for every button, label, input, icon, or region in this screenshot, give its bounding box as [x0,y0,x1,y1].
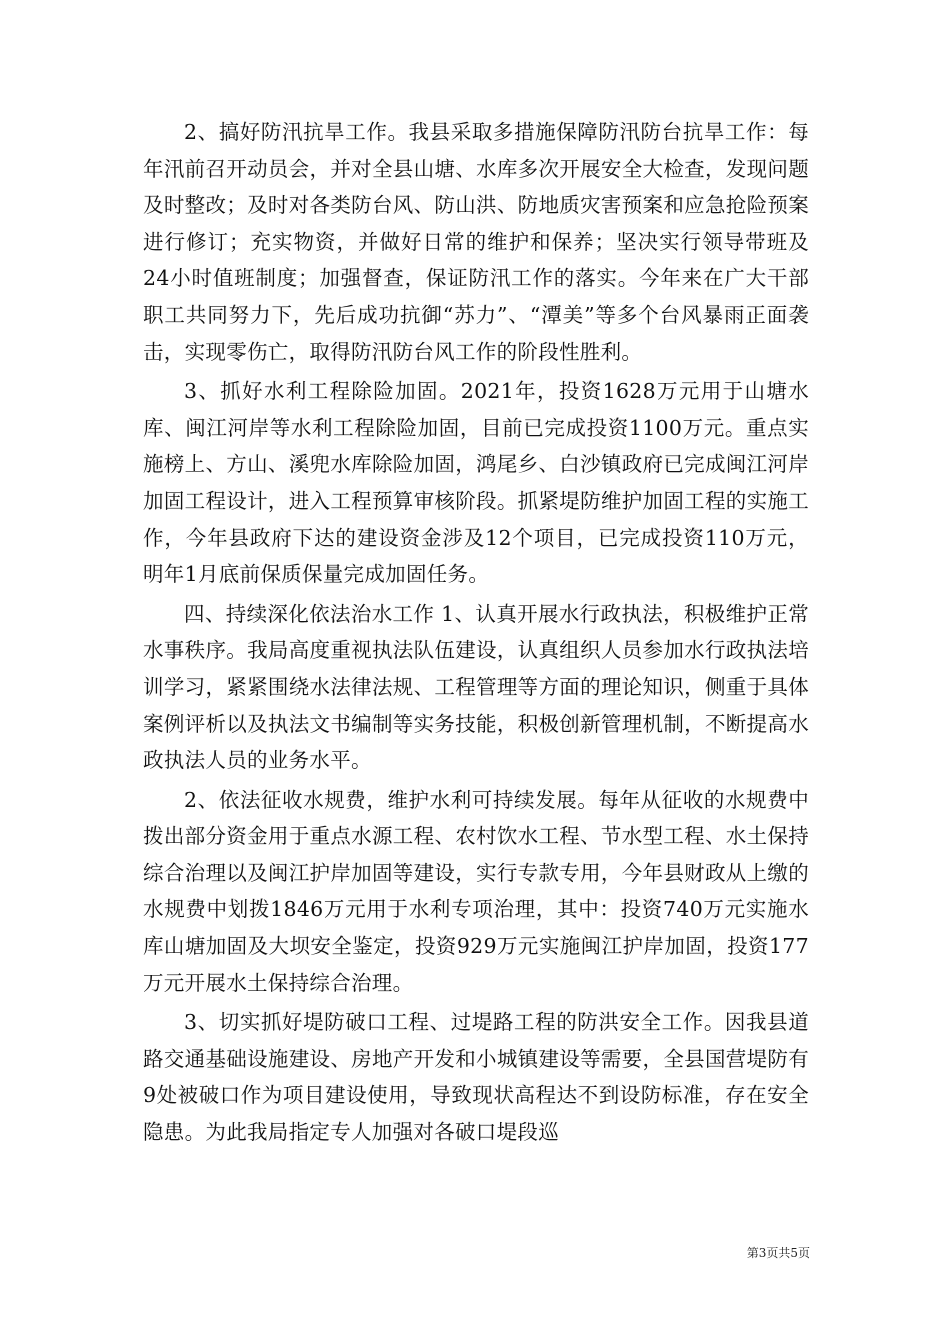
paragraph-law-enforcement: 四、持续深化依法治水工作 1、认真开展水行政执法，积极维护正常水事秩序。我局高度重视执法队伍建设，认真组织人员参加水行政执法培训学习，紧紧围绕水法律法规、工程管理等方面的理论知识，侧重于具体案例评析以及执法文书编制等实务技能，积极创新管理机制，不断提高水政执法人员的业务水平。 [143,601,809,773]
page-number-footer: 第3页共5页 [746,1246,810,1260]
paragraph-water-fees: 2、依法征收水规费，维护水利可持续发展。每年从征收的水规费中拨出部分资金用于重点水源工程、农村饮水工程、节水型工程、水土保持综合治理以及闽江护岸加固等建设，实行专款专用，今年县财政从上缴的水规费中划拨1846万元用于水利专项治理，其中：投资740万元实施水库山塘加固及大坝安全鉴定，投资929万元实施闽江护岸加固，投资177万元开展水土保持综合治理。 [143,787,809,995]
paragraph-embankment-safety: 3、切实抓好堤防破口工程、过堤路工程的防洪安全工作。因我县道路交通基础设施建设、房地产开发和小城镇建设等需要，全县国营堤防有9处被破口作为项目建设使用，导致现状高程达不到设防标准，存在安全隐患。为此我局指定专人加强对各破口堤段巡 [143,1010,809,1145]
document-body [143,114,809,1154]
paragraph-reinforcement: 3、抓好水利工程除险加固。2021年，投资1628万元用于山塘水库、闽江河岸等水利工程除险加固，目前已完成投资1100万元。重点实施榜上、方山、溪兜水库除险加固，鸿尾乡、白沙镇政府已完成闽江河岸加固工程设计，进入工程预算审核阶段。抓紧堤防维护加固工程的实施工作，今年县政府下达的建设资金涉及12个项目，已完成投资110万元，明年1月底前保质保量完成加固任务。 [143,379,809,587]
paragraph-flood-drought: 2、搞好防汛抗旱工作。我县采取多措施保障防汛防台抗旱工作：每年汛前召开动员会，并对全县山塘、水库多次开展安全大检查，发现问题及时整改；及时对各类防台风、防山洪、防地质灾害预案和应急抢险预案进行修订；充实物资，并做好日常的维护和保养；坚决实行领导带班及24小时值班制度；加强督查，保证防汛工作的落实。今年来在广大干部职工共同努力下，先后成功抗御“苏力”、“潭美”等多个台风暴雨正面袭击，实现零伤亡，取得防汛防台风工作的阶段性胜利。 [143,120,809,364]
